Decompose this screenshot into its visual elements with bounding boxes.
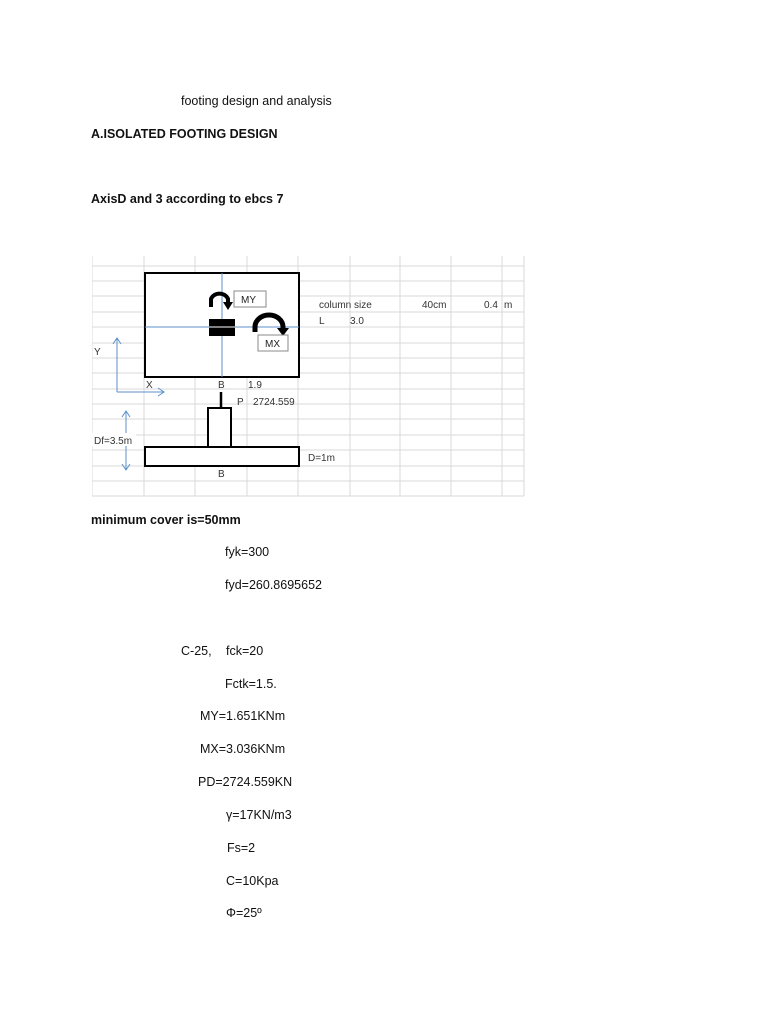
x-axis-label: X [146,380,153,391]
b-label-bottom: B [218,469,225,480]
column-elevation [208,408,231,447]
y-axis-label: Y [94,347,101,358]
p-value: 2724.559 [253,397,295,408]
param-c: C=10Kpa [226,874,279,888]
b-label: B [218,380,225,391]
param-concrete: C-25, [181,644,212,658]
column-size-unit: m [504,300,513,311]
p-label: P [237,397,244,408]
param-fck: fck=20 [226,644,264,658]
param-fyd: fyd=260.8695652 [225,578,322,592]
column-size-m: 0.4 [484,300,498,311]
param-my: MY=1.651KNm [200,709,286,723]
param-phi: Φ=25º [226,906,262,920]
param-mx: MX=3.036KNm [200,742,286,756]
param-fs: Fs=2 [227,841,256,855]
footing-diagram [92,256,526,498]
axis-note: AxisD and 3 according to ebcs 7 [91,192,284,206]
l-label: L [319,316,325,327]
b-value: 1.9 [248,380,262,391]
l-value: 3.0 [350,316,364,327]
d-label: D=1m [308,453,335,464]
cover-note: minimum cover is=50mm [91,513,241,527]
doc-title: footing design and analysis [181,94,332,108]
column-size-label: column size [319,300,372,311]
section-heading: A.ISOLATED FOOTING DESIGN [91,127,278,141]
mx-label: MX [265,339,280,350]
my-label: MY [241,295,256,306]
param-fctk: Fctk=1.5. [225,677,277,691]
column-size-cm: 40cm [422,300,447,311]
param-gamma: γ=17KN/m3 [226,808,292,822]
param-fyk: fyk=300 [225,545,270,559]
param-pd: PD=2724.559KN [198,775,293,789]
df-label: Df=3.5m [94,436,133,447]
footing-elevation [145,447,299,466]
